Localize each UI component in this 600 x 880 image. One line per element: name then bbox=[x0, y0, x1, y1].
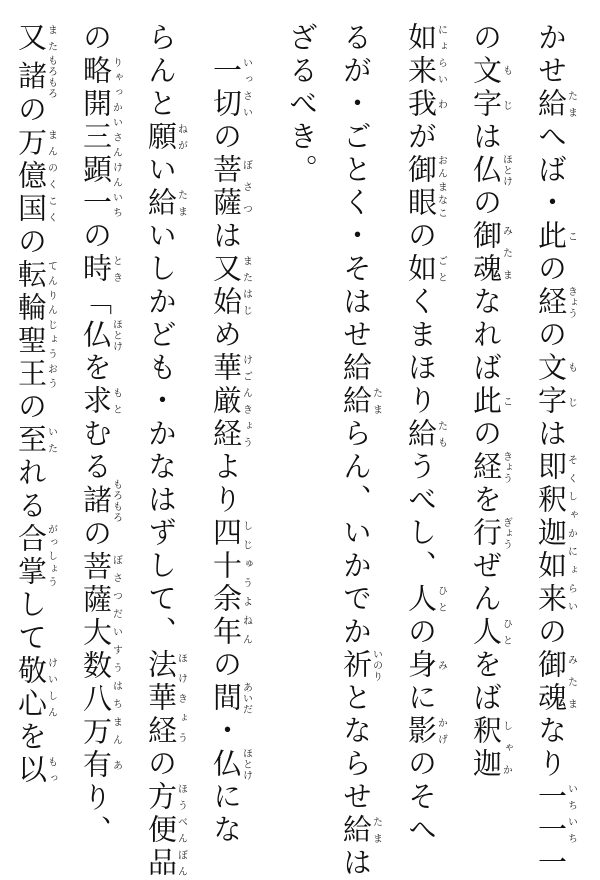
text-run: め bbox=[209, 319, 243, 352]
ruby-reading: ほけきょう bbox=[175, 649, 187, 748]
ruby-base: 我 bbox=[404, 88, 438, 121]
text-run: ざるべき。 bbox=[285, 22, 319, 187]
ruby-reading: おんまなこ bbox=[435, 154, 447, 220]
ruby-word bbox=[144, 781, 187, 880]
text-run: らん、いかでか bbox=[339, 418, 373, 649]
ruby-reading: しゃか bbox=[500, 715, 512, 781]
ruby-reading: けいしん bbox=[45, 655, 57, 721]
ruby-base: 御魂 bbox=[534, 649, 568, 715]
text-column bbox=[471, 22, 511, 781]
ruby-base: 仏 bbox=[79, 319, 113, 352]
ruby-word bbox=[79, 385, 122, 418]
ruby-word bbox=[469, 517, 512, 550]
ruby-base: 如来 bbox=[404, 22, 438, 88]
ruby-reading: にょらい bbox=[435, 22, 447, 88]
text-run: い bbox=[144, 154, 178, 187]
text-column bbox=[536, 22, 576, 880]
text-run: に bbox=[404, 682, 438, 715]
text-run: は bbox=[534, 418, 568, 451]
ruby-word bbox=[534, 286, 577, 319]
ruby-base: 転輪聖王 bbox=[14, 259, 48, 391]
text-run: いしかども・かなはずして、 bbox=[144, 220, 178, 649]
ruby-base: 間 bbox=[209, 682, 243, 715]
ruby-base: 人 bbox=[469, 616, 503, 649]
text-column bbox=[406, 22, 446, 847]
ruby-reading: そくしゃかにょらい bbox=[565, 451, 577, 616]
text-run: ぜん bbox=[469, 550, 503, 616]
ruby-word bbox=[404, 22, 447, 88]
text-run: れる bbox=[14, 457, 48, 523]
ruby-word bbox=[469, 715, 512, 781]
text-run: るが・ごとく・そはせ給 bbox=[339, 22, 373, 385]
ruby-word bbox=[404, 649, 447, 682]
ruby-base: 御魂 bbox=[469, 220, 503, 286]
text-run: の bbox=[469, 187, 503, 220]
ruby-base: 経 bbox=[534, 286, 568, 319]
ruby-reading: がっしょう bbox=[45, 523, 57, 589]
ruby-base: 有 bbox=[79, 749, 113, 782]
ruby-base: 経 bbox=[469, 451, 503, 484]
ruby-base: 祈 bbox=[339, 649, 373, 682]
ruby-reading: もろもろ bbox=[45, 55, 57, 99]
text-run: の bbox=[209, 121, 243, 154]
ruby-reading: ぼさつ bbox=[240, 154, 252, 220]
ruby-reading: あいだ bbox=[240, 682, 252, 715]
ruby-word bbox=[209, 352, 252, 451]
ruby-base: 法華経 bbox=[144, 649, 178, 748]
ruby-word bbox=[534, 649, 577, 715]
ruby-word bbox=[404, 88, 447, 121]
text-run: のそへ bbox=[404, 748, 438, 847]
ruby-word bbox=[534, 88, 577, 121]
ruby-word bbox=[14, 127, 57, 226]
ruby-base: 一一 bbox=[534, 781, 568, 847]
ruby-reading: きょう bbox=[565, 286, 577, 319]
text-run: を bbox=[14, 721, 48, 754]
text-run: の bbox=[79, 518, 113, 551]
text-run: にな bbox=[209, 781, 243, 847]
ruby-base: 身 bbox=[404, 649, 438, 682]
ruby-word bbox=[79, 551, 122, 749]
text-run: をば bbox=[469, 649, 503, 715]
ruby-word bbox=[339, 814, 382, 847]
ruby-word bbox=[14, 424, 57, 457]
ruby-base: 即釈迦如来 bbox=[534, 451, 568, 616]
ruby-base: 仏 bbox=[209, 748, 243, 781]
text-run: の bbox=[534, 319, 568, 352]
ruby-reading: たま bbox=[175, 187, 187, 220]
ruby-word bbox=[404, 154, 447, 220]
text-run: らんと bbox=[144, 22, 178, 121]
text-run: を bbox=[79, 352, 113, 385]
ruby-word bbox=[469, 451, 512, 484]
ruby-base: 方便品 bbox=[144, 781, 178, 880]
ruby-base: 時 bbox=[79, 253, 113, 286]
ruby-reading: たも bbox=[435, 418, 447, 451]
ruby-base: 四十余年 bbox=[209, 517, 243, 649]
ruby-base: 又始 bbox=[209, 253, 243, 319]
ruby-word bbox=[534, 781, 577, 847]
ruby-reading: もじ bbox=[565, 352, 577, 418]
ruby-word bbox=[14, 22, 57, 55]
ruby-base: 菩薩大数八万 bbox=[79, 551, 113, 749]
ruby-reading: とき bbox=[110, 253, 122, 286]
text-run: り、 bbox=[79, 782, 113, 848]
ruby-base: 御眼 bbox=[404, 154, 438, 220]
ruby-reading: たま bbox=[565, 88, 577, 121]
ruby-reading: ひと bbox=[500, 616, 512, 649]
text-run: の bbox=[14, 94, 48, 127]
ruby-base: 如 bbox=[404, 253, 438, 286]
ruby-base: 万億国 bbox=[14, 127, 48, 226]
ruby-reading: ねが bbox=[175, 121, 187, 154]
text-column bbox=[146, 22, 186, 880]
text-run: の bbox=[469, 418, 503, 451]
text-run: の bbox=[469, 22, 503, 55]
ruby-reading: かげ bbox=[435, 715, 447, 748]
text-run: の bbox=[14, 226, 48, 259]
text-column bbox=[285, 22, 319, 187]
text-run: とならせ bbox=[339, 682, 373, 814]
ruby-word bbox=[209, 154, 252, 220]
ruby-word bbox=[534, 451, 577, 616]
text-run: なり bbox=[534, 715, 568, 781]
text-run: 一 bbox=[534, 847, 568, 880]
ruby-base: 人 bbox=[404, 583, 438, 616]
ruby-base: 仏 bbox=[469, 154, 503, 187]
ruby-word bbox=[469, 385, 512, 418]
ruby-base: 合掌 bbox=[14, 523, 48, 589]
ruby-word bbox=[534, 220, 577, 253]
ruby-word bbox=[144, 121, 187, 154]
ruby-base: 給 bbox=[534, 88, 568, 121]
ruby-base: 略開三顕一 bbox=[79, 55, 113, 220]
ruby-reading: いっさい bbox=[240, 55, 252, 121]
ruby-base: 給 bbox=[404, 418, 438, 451]
ruby-word bbox=[404, 583, 447, 616]
text-run: なれば bbox=[469, 286, 503, 385]
text-run: の bbox=[144, 748, 178, 781]
text-run: の bbox=[14, 391, 48, 424]
text-run: むる bbox=[79, 418, 113, 484]
ruby-reading: もっ bbox=[45, 754, 57, 787]
ruby-base: 求 bbox=[79, 385, 113, 418]
ruby-word bbox=[534, 352, 577, 418]
ruby-word bbox=[209, 253, 252, 319]
ruby-reading: しじゅうよねん bbox=[240, 517, 252, 649]
ruby-word bbox=[209, 748, 252, 781]
ruby-base: 給 bbox=[144, 187, 178, 220]
ruby-base: 此 bbox=[534, 220, 568, 253]
ruby-reading: りゃっかいさんけんいち bbox=[110, 55, 122, 220]
ruby-reading: けごんきょう bbox=[240, 352, 252, 451]
ruby-reading: ごと bbox=[435, 253, 447, 286]
ruby-reading: てんりんじょうおう bbox=[45, 259, 57, 391]
ruby-word bbox=[469, 55, 512, 121]
text-run: して bbox=[14, 589, 48, 655]
ruby-base: 菩薩 bbox=[209, 154, 243, 220]
text-run: は bbox=[339, 847, 373, 880]
ruby-base: 華厳経 bbox=[209, 352, 243, 451]
ruby-reading: ぼさつだいすうはちまん bbox=[110, 551, 122, 749]
text-run bbox=[209, 22, 243, 55]
ruby-reading: ほとけ bbox=[240, 748, 252, 781]
ruby-reading: ひと bbox=[435, 583, 447, 616]
text-run: 「 bbox=[79, 286, 113, 319]
text-run: の bbox=[404, 616, 438, 649]
ruby-base: 諸 bbox=[79, 479, 113, 523]
ruby-base: 文字 bbox=[469, 55, 503, 121]
ruby-reading: もろもろ bbox=[110, 479, 122, 523]
ruby-word bbox=[144, 649, 187, 748]
ruby-reading: みたま bbox=[500, 220, 512, 286]
ruby-word bbox=[209, 55, 252, 121]
ruby-word bbox=[339, 649, 382, 682]
ruby-reading: こ bbox=[500, 385, 512, 418]
text-run: の bbox=[534, 253, 568, 286]
ruby-base: 文字 bbox=[534, 352, 568, 418]
ruby-word bbox=[79, 319, 122, 352]
text-run: は bbox=[469, 121, 503, 154]
ruby-reading: いのり bbox=[370, 649, 382, 682]
ruby-base: 此 bbox=[469, 385, 503, 418]
ruby-word bbox=[14, 523, 57, 589]
ruby-base: 一切 bbox=[209, 55, 243, 121]
ruby-word bbox=[14, 55, 57, 99]
ruby-base: 願 bbox=[144, 121, 178, 154]
ruby-word bbox=[469, 220, 512, 286]
ruby-reading: またはじ bbox=[240, 253, 252, 319]
text-run: の bbox=[79, 22, 113, 55]
ruby-reading: もと bbox=[110, 385, 122, 418]
ruby-word bbox=[14, 754, 57, 787]
text-run: へば・ bbox=[534, 121, 568, 220]
ruby-base: 敬心 bbox=[14, 655, 48, 721]
text-column bbox=[211, 22, 251, 847]
text-run: の bbox=[534, 616, 568, 649]
ruby-reading: ほとけ bbox=[110, 319, 122, 352]
ruby-base: 釈迦 bbox=[469, 715, 503, 781]
ruby-word bbox=[144, 187, 187, 220]
ruby-reading: ぎょう bbox=[500, 517, 512, 550]
ruby-word bbox=[404, 418, 447, 451]
ruby-reading: ほうべんぼん bbox=[175, 781, 187, 880]
text-run: の bbox=[404, 220, 438, 253]
text-column bbox=[341, 22, 381, 880]
ruby-reading: まんのくこく bbox=[45, 127, 57, 226]
ruby-word bbox=[79, 479, 122, 523]
text-column bbox=[81, 22, 121, 848]
ruby-word bbox=[79, 55, 122, 220]
ruby-base: 以 bbox=[14, 754, 48, 787]
ruby-word bbox=[79, 749, 122, 782]
ruby-reading: いちいち bbox=[565, 781, 577, 847]
ruby-reading: こ bbox=[565, 220, 577, 253]
ruby-reading: あ bbox=[110, 749, 122, 782]
ruby-reading: みたま bbox=[565, 649, 577, 715]
ruby-word bbox=[14, 259, 57, 391]
ruby-reading: たま bbox=[370, 385, 382, 418]
text-run: は bbox=[209, 220, 243, 253]
text-run: の bbox=[209, 649, 243, 682]
ruby-reading: み bbox=[435, 649, 447, 682]
text-run: の bbox=[79, 220, 113, 253]
text-run: くまほり bbox=[404, 286, 438, 418]
ruby-reading: いた bbox=[45, 424, 57, 457]
text-run: を bbox=[469, 484, 503, 517]
text-run: うべし、 bbox=[404, 451, 438, 583]
ruby-word bbox=[404, 715, 447, 748]
text-run: が bbox=[404, 121, 438, 154]
ruby-word bbox=[469, 616, 512, 649]
ruby-reading: たま bbox=[370, 814, 382, 847]
text-run: より bbox=[209, 451, 243, 517]
ruby-base: 給 bbox=[339, 385, 373, 418]
ruby-base: 給 bbox=[339, 814, 373, 847]
ruby-base: 行 bbox=[469, 517, 503, 550]
text-column bbox=[16, 22, 56, 787]
ruby-word bbox=[79, 253, 122, 286]
ruby-reading: ほとけ bbox=[500, 154, 512, 187]
ruby-word bbox=[14, 655, 57, 721]
ruby-reading: わ bbox=[435, 88, 447, 121]
ruby-word bbox=[209, 517, 252, 649]
ruby-base: 影 bbox=[404, 715, 438, 748]
ruby-reading: きょう bbox=[500, 451, 512, 484]
ruby-word bbox=[339, 385, 382, 418]
ruby-word bbox=[209, 682, 252, 715]
text-run: かせ bbox=[534, 22, 568, 88]
ruby-reading: もじ bbox=[500, 55, 512, 121]
ruby-word bbox=[469, 154, 512, 187]
text-run: ・ bbox=[209, 715, 243, 748]
ruby-base: 至 bbox=[14, 424, 48, 457]
ruby-reading: また bbox=[45, 22, 57, 55]
ruby-base: 諸 bbox=[14, 55, 48, 99]
ruby-word bbox=[404, 253, 447, 286]
ruby-base: 又 bbox=[14, 22, 48, 55]
